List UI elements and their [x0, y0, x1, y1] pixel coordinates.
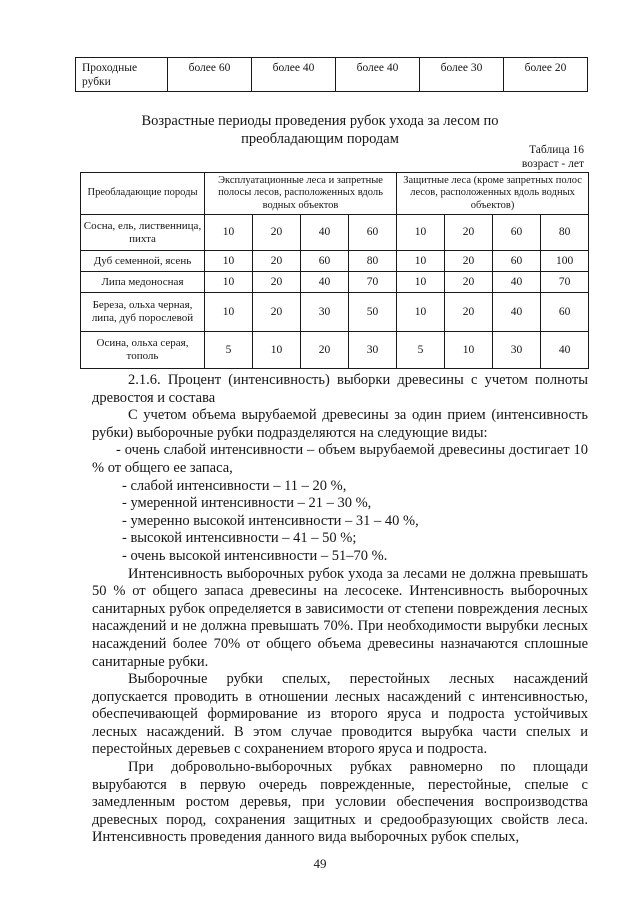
table-cell: 50 — [349, 293, 397, 332]
table-cell: 10 — [397, 251, 445, 272]
list-item: - очень слабой интенсивности – объем вырубаемой древесины достигает 10 % от общего ее запаса, — [92, 442, 588, 476]
section-heading: 2.1.6. Процент (интенсивность) выборки древесины с учетом полноты древостоя и состава — [92, 372, 588, 406]
table-cell: 20 — [445, 215, 493, 251]
table-header-row — [81, 173, 589, 215]
table-cell: 20 — [445, 293, 493, 332]
table-cell: 70 — [541, 272, 589, 293]
table-title: Возрастные периоды проведения рубок ухода за лесом по преобладающим породам — [141, 113, 499, 147]
row-label: Осина, ольха серая, тополь — [81, 332, 205, 369]
table-cell: 10 — [397, 215, 445, 251]
table-cell: 20 — [301, 332, 349, 369]
table-cell: 100 — [541, 251, 589, 272]
paragraph: С учетом объема вырубаемой древесины за один прием (интенсивность рубки) выборочные рубки подразделяются на следующие виды: — [92, 407, 588, 441]
list-item: - высокой интенсивности – 41 – 50 %; — [122, 530, 357, 547]
table-cell: 80 — [541, 215, 589, 251]
table-cell: более 40 — [336, 58, 420, 92]
row-label: Береза, ольха черная, липа, дуб порослевой — [81, 293, 205, 332]
row-label: Сосна, ель, лиственница, пихта — [81, 215, 205, 251]
table-cell: 30 — [349, 332, 397, 369]
table-cell: более 60 — [168, 58, 252, 92]
table-cell: 60 — [541, 293, 589, 332]
table-cell: 20 — [253, 293, 301, 332]
continuation-table — [75, 57, 588, 92]
table-cell: 10 — [397, 293, 445, 332]
table-cell: 70 — [349, 272, 397, 293]
table-cell: 20 — [445, 251, 493, 272]
table-cell: 10 — [205, 293, 253, 332]
row-label: Дуб семенной, ясень — [81, 251, 205, 272]
table-row — [81, 293, 589, 332]
table-cell: 10 — [253, 332, 301, 369]
table-row — [81, 215, 589, 251]
list-item: - очень высокой интенсивности – 51–70 %. — [122, 547, 388, 564]
table-cell: 10 — [205, 272, 253, 293]
table-cell: 5 — [397, 332, 445, 369]
paragraph: Интенсивность выборочных рубок ухода за лесами не должна превышать 50 % от общего запаса древесины на лесосеке. Интенсивность выборочных санитарных рубок определяется в зависимости от степени повреждения лесных насаждений и не должна превышать 70%. При необходимости вырубки лесных насаждений более 70% от общего объема древесины назначаются сплошные санитарные рубки. — [92, 565, 588, 670]
table-cell: 10 — [397, 272, 445, 293]
table-cell: 20 — [253, 251, 301, 272]
table-cell: 5 — [205, 332, 253, 369]
table-cell: более 40 — [252, 58, 336, 92]
table-row — [76, 58, 588, 92]
paragraph: Выборочные рубки спелых, перестойных лесных насаждений допускается проводить в отношении лесных насаждений с интенсивностью, обеспечивающей формирование из второго яруса и подроста устойчивых лесных насаждений. В этом случае проводится вырубка части спелых и перестойных деревьев с сохранением второго яруса и подроста. — [92, 671, 588, 758]
paragraph: При добровольно-выборочных рубках равномерно по площади вырубаются в первую очередь поврежденные, перестойные, спелые с замедленным ростом деревья, при условии обеспечения воспроизводства древесных пород, сохранения защитных и средообразующих свойств леса. Интенсивность проведения данного вида выборочных рубок спелых, — [92, 759, 588, 846]
row-label: Проходные рубки — [76, 58, 168, 92]
table-cell: 10 — [205, 251, 253, 272]
age-periods-table — [80, 172, 589, 369]
table-cell: 40 — [541, 332, 589, 369]
table-unit: возраст - лет — [521, 158, 584, 170]
body-text — [92, 372, 588, 847]
table-cell: 20 — [253, 272, 301, 293]
table-cell: 30 — [493, 332, 541, 369]
column-group-protective: Защитные леса (кроме запретных полос лесов, расположенных вдоль водных объектов) — [397, 173, 589, 215]
table-row — [81, 272, 589, 293]
table-cell: 30 — [301, 293, 349, 332]
table-cell: 10 — [445, 332, 493, 369]
table-cell: 10 — [205, 215, 253, 251]
table-cell: 20 — [253, 215, 301, 251]
column-group-exploitation: Эксплуатационные леса и запретные полосы лесов, расположенных вдоль водных объектов — [205, 173, 397, 215]
table-number: Таблица 16 — [529, 144, 584, 156]
table-cell: 60 — [301, 251, 349, 272]
table-row — [81, 332, 589, 369]
row-label: Липа медоносная — [81, 272, 205, 293]
table-cell: 60 — [493, 251, 541, 272]
list-item: - умеренной интенсивности – 21 – 30 %, — [122, 495, 372, 512]
column-header-species: Преобладающие породы — [81, 173, 205, 215]
table-cell: 40 — [493, 293, 541, 332]
list-item: - умеренно высокой интенсивности – 31 – 40 %, — [122, 512, 419, 529]
table-cell: 40 — [301, 272, 349, 293]
table-row — [81, 251, 589, 272]
table-cell: 80 — [349, 251, 397, 272]
table-cell: более 30 — [420, 58, 504, 92]
table-cell: 40 — [301, 215, 349, 251]
table-cell: более 20 — [504, 58, 588, 92]
table-cell: 20 — [445, 272, 493, 293]
table-cell: 60 — [493, 215, 541, 251]
table-cell: 40 — [493, 272, 541, 293]
list-item: - слабой интенсивности – 11 – 20 %, — [122, 477, 347, 494]
table-cell: 60 — [349, 215, 397, 251]
page-number: 49 — [313, 856, 327, 871]
